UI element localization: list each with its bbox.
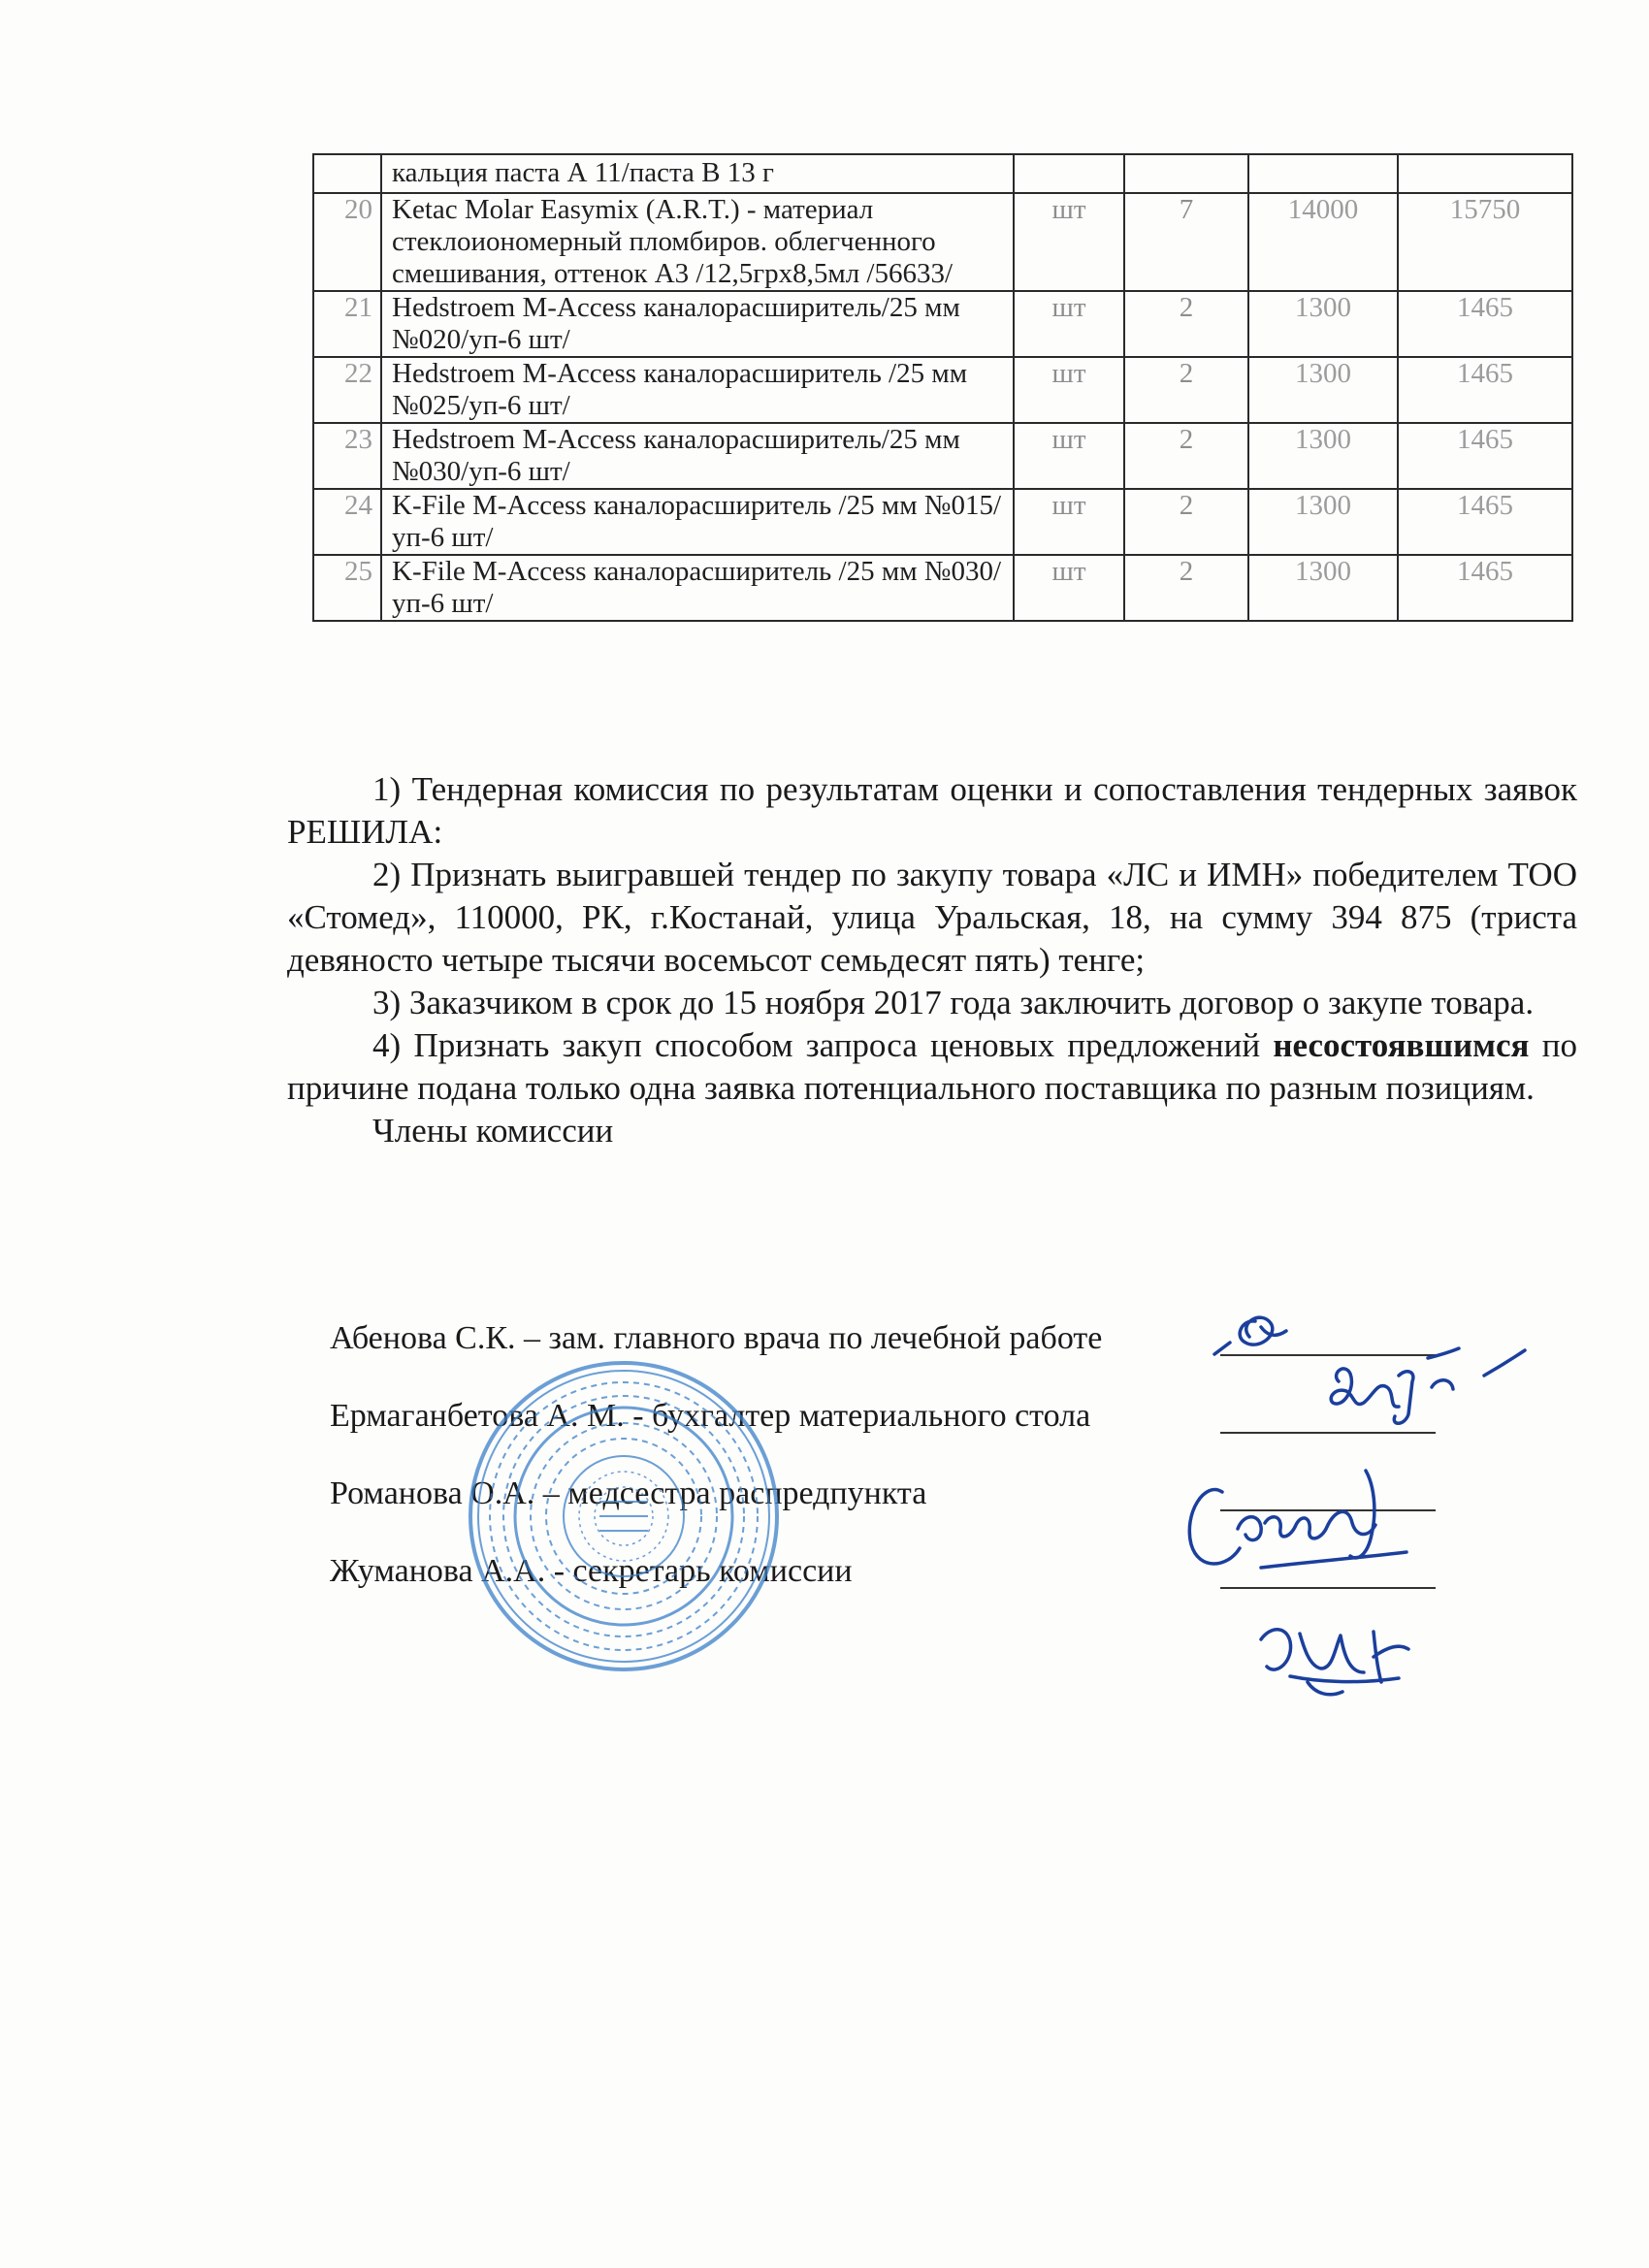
cell-name: K-File M-Access каналорасширитель /25 мм №030/уп-6 шт/ xyxy=(381,555,1014,621)
cell-price: 1300 xyxy=(1248,357,1398,423)
cell-num: 25 xyxy=(313,555,381,621)
decision-paragraph-1: 1) Тендерная комиссия по результатам оценки и сопоставления тендерных заявок РЕШИЛА: xyxy=(287,770,1577,851)
signature-row xyxy=(330,1397,1571,1474)
cell-qty xyxy=(1124,154,1248,193)
cell-price: 1300 xyxy=(1248,555,1398,621)
cell-total: 1465 xyxy=(1398,357,1572,423)
cell-qty: 7 xyxy=(1124,193,1248,291)
table-row xyxy=(313,291,1572,357)
cell-total: 1465 xyxy=(1398,489,1572,555)
cell-total xyxy=(1398,154,1572,193)
table-row xyxy=(313,193,1572,291)
cell-unit xyxy=(1014,154,1124,193)
cell-unit: шт xyxy=(1014,193,1124,291)
signature-member-text: Ермаганбетова А. М. - бухгалтер материального стола xyxy=(330,1398,1091,1434)
cell-num: 21 xyxy=(313,291,381,357)
cell-unit: шт xyxy=(1014,423,1124,489)
cell-qty: 2 xyxy=(1124,291,1248,357)
cell-total: 15750 xyxy=(1398,193,1572,291)
cell-num: 20 xyxy=(313,193,381,291)
cell-qty: 2 xyxy=(1124,423,1248,489)
table-row xyxy=(313,555,1572,621)
cell-price: 1300 xyxy=(1248,489,1398,555)
decision-paragraph-2: 2) Признать выигравшей тендер по закупу товара «ЛС и ИМН» победителем ТОО «Стомед», 110000, РК, г.Костанай, улица Уральская, 18, на сумму 394 875 (триста девяносто четыре тысячи восемьсот семьдесят пять) тенге; xyxy=(287,856,1577,979)
cell-num: 24 xyxy=(313,489,381,555)
signature-row xyxy=(330,1552,1571,1630)
cell-price xyxy=(1248,154,1398,193)
items-table xyxy=(312,153,1573,622)
signature-line xyxy=(1220,1354,1436,1356)
cell-name: Hedstroem M-Access каналорасширитель /25 мм №025/уп-6 шт/ xyxy=(381,357,1014,423)
items-table-body xyxy=(313,154,1572,621)
signatures-block xyxy=(330,1319,1571,1630)
decision-paragraph-3: 3) Заказчиком в срок до 15 ноября 2017 года заключить договор о закупе товара. xyxy=(372,984,1535,1021)
cell-name: K-File M-Access каналорасширитель /25 мм №015/уп-6 шт/ xyxy=(381,489,1014,555)
cell-name: кальция паста А 11/паста В 13 г xyxy=(381,154,1014,193)
cell-price: 1300 xyxy=(1248,423,1398,489)
cell-price: 14000 xyxy=(1248,193,1398,291)
cell-name: Hedstroem M-Access каналорасширитель/25 мм №020/уп-6 шт/ xyxy=(381,291,1014,357)
cell-unit: шт xyxy=(1014,291,1124,357)
cell-unit: шт xyxy=(1014,555,1124,621)
cell-qty: 2 xyxy=(1124,555,1248,621)
cell-total: 1465 xyxy=(1398,555,1572,621)
cell-total: 1465 xyxy=(1398,291,1572,357)
cell-qty: 2 xyxy=(1124,489,1248,555)
decision-paragraph-4 xyxy=(287,1024,1577,1110)
table-row xyxy=(313,154,1572,193)
decision-section xyxy=(287,768,1577,1152)
cell-num xyxy=(313,154,381,193)
cell-name: Hedstroem M-Access каналорасширитель/25 мм №030/уп-6 шт/ xyxy=(381,423,1014,489)
decision-paragraph-4-start: 4) Признать закуп способом запроса ценовых предложений xyxy=(372,1026,1274,1064)
cell-price: 1300 xyxy=(1248,291,1398,357)
decision-paragraph-4-end: по причине подана только одна заявка потенциального поставщика по разным позициям. xyxy=(287,1026,1577,1107)
signature-member-text: Жуманова А.А. - секретарь комиссии xyxy=(330,1553,853,1589)
cell-qty: 2 xyxy=(1124,357,1248,423)
signature-line xyxy=(1220,1509,1436,1511)
signature-row xyxy=(330,1319,1571,1397)
table-row xyxy=(313,357,1572,423)
cell-num: 22 xyxy=(313,357,381,423)
cell-total: 1465 xyxy=(1398,423,1572,489)
cell-unit: шт xyxy=(1014,357,1124,423)
signature-row xyxy=(330,1474,1571,1552)
cell-name: Ketac Molar Easymix (A.R.T.) - материал стеклоиономерный пломбиров. облегченного смешивания, оттенок А3 /12,5грх8,5мл /56633/ xyxy=(381,193,1014,291)
table-row xyxy=(313,489,1572,555)
signature-line xyxy=(1220,1432,1436,1434)
signature-line xyxy=(1220,1587,1436,1589)
signature-member-text: Абенова С.К. – зам. главного врача по лечебной работе xyxy=(330,1320,1103,1356)
table-row xyxy=(313,423,1572,489)
cell-unit: шт xyxy=(1014,489,1124,555)
decision-paragraph-4-bold: несостоявшимся xyxy=(1273,1026,1530,1064)
cell-num: 23 xyxy=(313,423,381,489)
signature-member-text: Романова О.А. – медсестра распредпункта xyxy=(330,1475,927,1511)
members-heading: Члены комиссии xyxy=(372,1112,614,1150)
